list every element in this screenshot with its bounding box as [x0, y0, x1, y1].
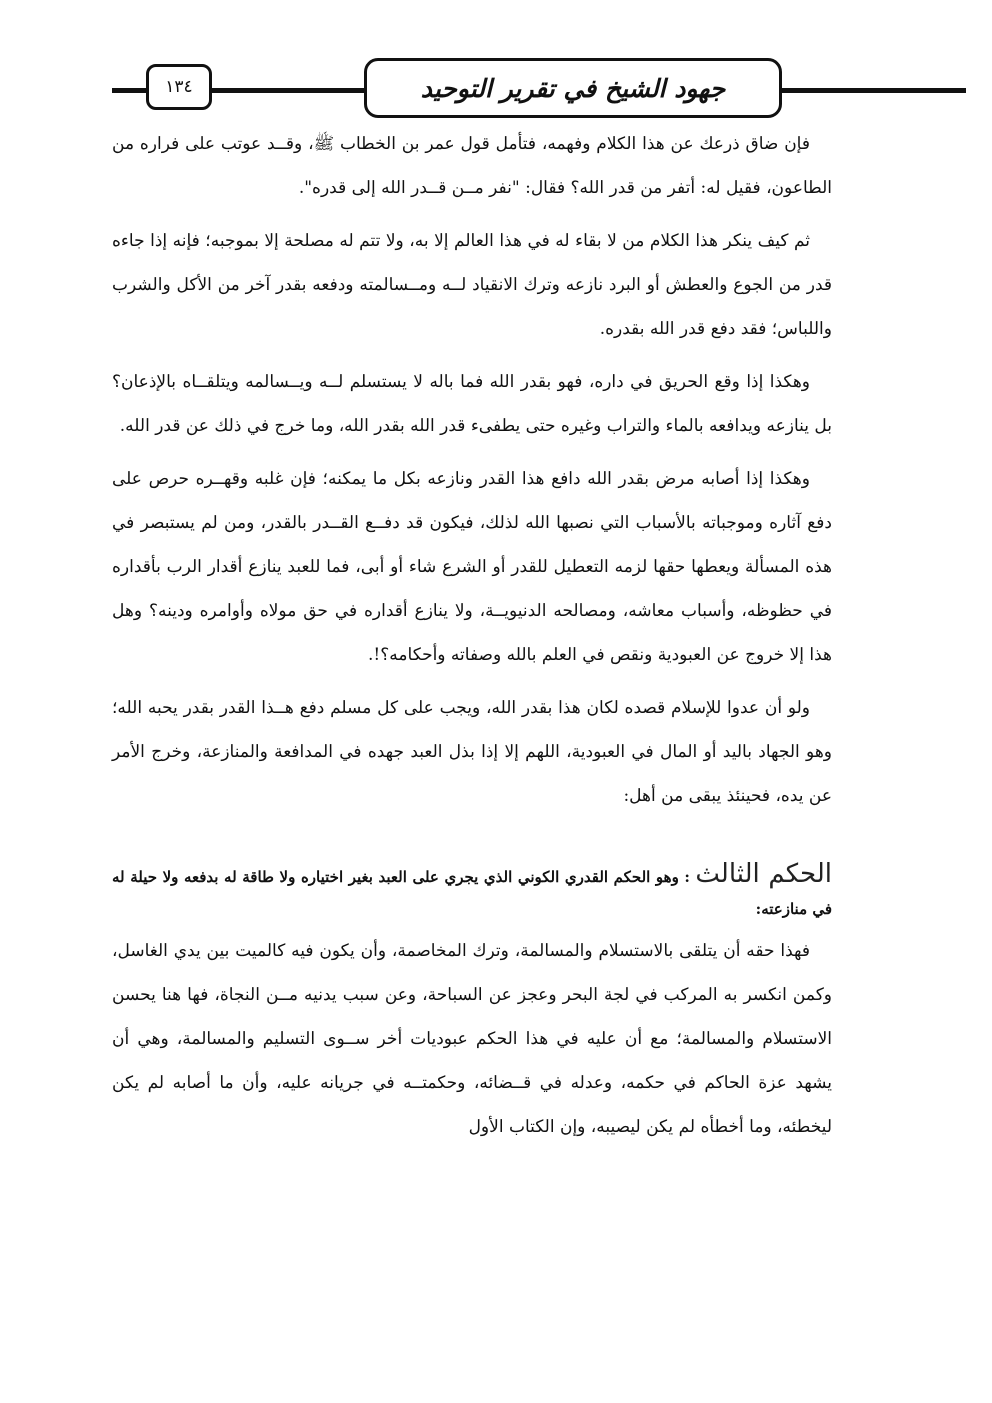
section-heading-text: : وهو الحكم القدري الكوني الذي يجري على العبد بغير اختياره ولا طاقة له بدفعه ولا حيلة له في منازعته:	[112, 868, 832, 918]
section-heading-label: الحكم الثالث	[695, 859, 832, 889]
page-number: ١٣٤	[165, 77, 193, 97]
paragraph-4: وهكذا إذا أصابه مرض بقدر الله دافع هذا القدر ونازعه بكل ما يمكنه؛ فإن غلبه وقهــره حرص على دفع آثاره وموجباته بالأسباب التي نصبها الله لذلك، فيكون قد دفــع القــدر بالقدر، ومن لم يستبصر في هذه المسألة ويعطها حقها لزمه التعطيل للقدر أو الشرع شاء أو أبى، فما للعبد ينازع أقدار الرب بأقداره في حظوظه، وأسباب معاشه، ومصالحه الدنيويــة، ولا ينازع أقداره في حق مولاه وأوامره ودينه؟ وهل هذا إلا خروج عن العبودية ونقص في العلم بالله وصفاته وأحكامه؟!.	[112, 469, 832, 665]
page-number-box	[146, 64, 212, 110]
paragraph-2: ثم كيف ينكر هذا الكلام من لا بقاء له في هذا العالم إلا به، ولا تتم له مصلحة إلا بموجبه؛ فإنه إذا جاءه قدر من الجوع والعطش أو البرد نازعه وترك الانقياد لــه ومــسالمته ودفعه بقدر آخر من الأكل والشرب واللباس؛ فقد دفع قدر الله بقدره.	[112, 231, 832, 339]
paragraph-3: وهكذا إذا وقع الحريق في داره، فهو بقدر الله فما باله لا يستسلم لــه ويــسالمه ويتلقــاه بالإذعان؟ بل ينازعه ويدافعه بالماء والتراب وغيره حتى يطفىء قدر الله بقدر الله، وما خرج في ذلك عن قدر الله.	[112, 372, 832, 436]
header-rule-middle	[212, 88, 364, 93]
book-title-box	[364, 58, 782, 118]
section-heading	[112, 858, 832, 925]
page-body	[112, 122, 832, 1158]
header-rule-left	[112, 88, 146, 93]
paragraph-5: ولو أن عدوا للإسلام قصده لكان هذا بقدر الله، ويجب على كل مسلم دفع هــذا القدر بقدر يحبه الله؛ وهو الجهاد باليد أو المال في العبودية، اللهم إلا إذا بذل العبد جهده في المدافعة والمنازعة، وخرج الأمر عن يده، فحينئذ يبقى من أهل:	[112, 698, 832, 806]
header-rule-right	[782, 88, 966, 93]
paragraph-1: فإن ضاق ذرعك عن هذا الكلام وفهمه، فتأمل قول عمر بن الخطاب ﷺ، وقــد عوتب على فراره من الطاعون، فقيل له: أتفر من قدر الله؟ فقال: "نفر مــن قــدر الله إلى قدره".	[112, 134, 832, 198]
book-title: جهود الشيخ في تقرير التوحيد	[420, 73, 726, 103]
paragraph-6: فهذا حقه أن يتلقى بالاستسلام والمسالمة، وترك المخاصمة، وأن يكون فيه كالميت بين يدي الغاسل، وكمن انكسر به المركب في لجة البحر وعجز عن السباحة، وعن سبب يدنيه مــن النجاة، فها هنا يحسن الاستسلام والمسالمة؛ مع أن عليه في هذا الحكم عبوديات أخر ســوى التسليم والمسالمة، وهي أن يشهد عزة الحاكم في حكمه، وعدله في قــضائه، وحكمتــه في جريانه عليه، وأن ما أصابه لم يكن ليخطئه، وما أخطأه لم يكن ليصيبه، وإن الكتاب الأول	[112, 941, 832, 1137]
